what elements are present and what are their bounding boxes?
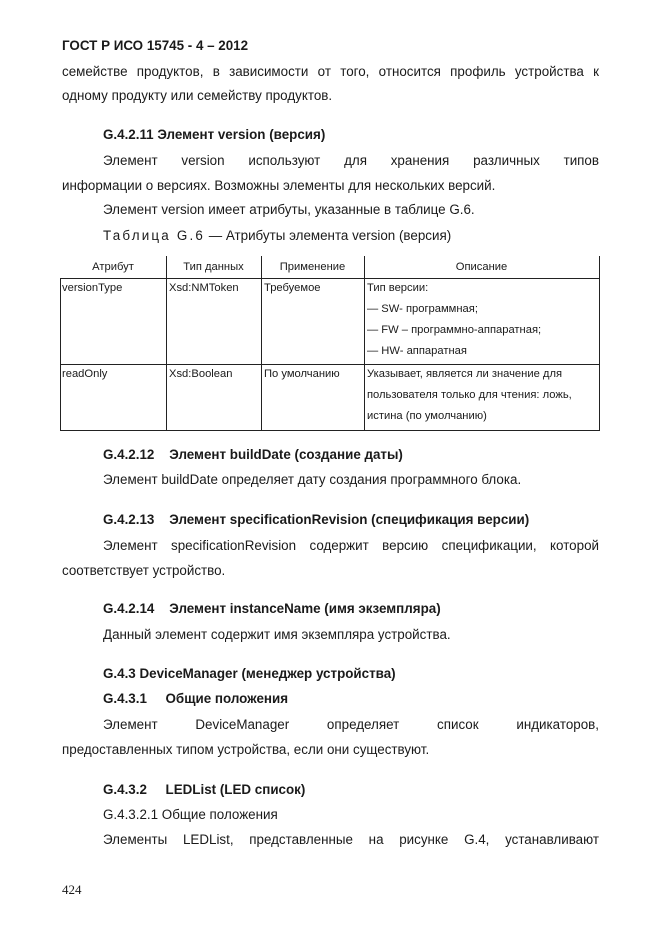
paragraph-line: семействе продуктов, в зависимости от того, относится профиль устройства к [62,64,599,79]
table-rule [60,278,61,431]
section-heading: G.4.3.1 Общие положения [103,691,289,706]
table-cell-usage: Требуемое [264,282,321,294]
table-cell-description-line: — SW- программная; [367,303,478,315]
paragraph-line: одному продукту или семейству продуктов. [62,88,333,103]
paragraph-line: предоставленных типом устройства, если они существуют. [62,742,430,757]
table-rule [60,278,600,279]
paragraph-line: Элемент version имеет атрибуты, указанные в таблице G.6. [103,202,475,217]
table-header-usage: Применение [279,261,346,273]
subsection-heading: G.4.3.2.1 Общие положения [103,807,278,822]
table-rule [261,256,262,431]
table-cell-description-line: истина (по умолчанию) [367,410,487,422]
section-heading: G.4.3.2 LEDList (LED список) [103,782,306,797]
table-caption-label: Таблица G.6 [103,228,206,243]
table-cell-description-line: пользователя только для чтения: ложь, [367,389,572,401]
section-heading: G.4.3 DeviceManager (менеджер устройства) [103,666,396,681]
document-header: ГОСТ Р ИСО 15745 - 4 – 2012 [62,38,249,53]
paragraph-line: Элемент buildDate определяет дату создания программного блока. [103,472,522,487]
paragraph-line: Данный элемент содержит имя экземпляра устройства. [103,627,451,642]
table-cell-description-line: — HW- аппаратная [367,345,467,357]
table-cell-usage: По умолчанию [264,368,340,380]
table-rule [364,256,365,431]
table-rule [599,256,600,431]
table-cell-type: Xsd:Boolean [169,368,233,380]
paragraph-line: Элемент specificationRevision содержит версию спецификации, которой [103,538,599,553]
table-cell-description-line: — FW – программно-аппаратная; [367,324,542,336]
table-cell-description-line: Указывает, является ли значение для [367,368,563,380]
attributes-table [60,256,600,431]
section-heading: G.4.2.11 Элемент version (версия) [103,127,326,142]
table-cell-type: Xsd:NMToken [169,282,239,294]
paragraph-line: Элемент version используют для хранения различных типов [103,153,599,168]
paragraph-line: Элемент DeviceManager определяет список индикаторов, [103,717,599,732]
table-cell-attribute: versionType [62,282,123,294]
table-header-description: Описание [455,261,508,273]
section-heading: G.4.2.13 Элемент specificationRevision (спецификация версии) [103,512,530,527]
paragraph-line: Элементы LEDList, представленные на рисунке G.4, устанавливают [103,832,599,847]
table-caption [103,228,451,244]
paragraph-line: информации о версиях. Возможны элементы для нескольких версий. [62,178,496,193]
paragraph-line: соответствует устройство. [62,563,226,578]
table-caption-title: — Атрибуты элемента version (версия) [205,228,452,243]
table-header-attribute: Атрибут [92,261,134,273]
page-number: 424 [62,882,82,897]
table-rule [166,256,167,431]
table-cell-attribute: readOnly [62,368,108,380]
table-header-type: Тип данных [183,261,244,273]
table-cell-description-line: Тип версии: [367,282,429,294]
section-heading: G.4.2.14 Элемент instanceName (имя экземпляра) [103,601,441,616]
section-heading: G.4.2.12 Элемент buildDate (создание даты) [103,447,403,462]
table-rule [60,430,600,431]
